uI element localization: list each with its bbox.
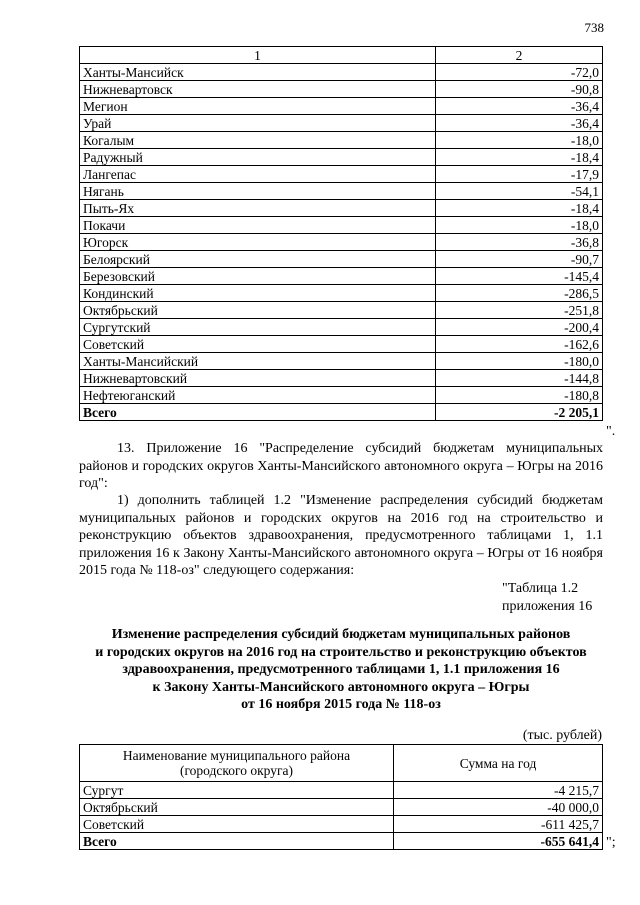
row-value: -18,4: [436, 200, 603, 217]
row-value: -36,4: [436, 115, 603, 132]
row-value: -54,1: [436, 183, 603, 200]
row-name: Покачи: [80, 217, 436, 234]
row-name: Нижневартовск: [80, 81, 436, 98]
item-1-text: 1) дополнить таблицей 1.2 "Изменение распределения субсидий бюджетам муниципальных районов и городских округов на 2016 год на строительство и реконструкцию объектов здравоохранения, предусмотренного таблицами 1, 1.1 приложения 16 к Закону Ханты-Мансийского автономного округа – Югры от 16 ноября 2015 года № 118-оз" следующего содержания:: [79, 493, 603, 578]
row-value: -17,9: [436, 166, 603, 183]
table-row: [80, 319, 603, 336]
table-row: [80, 166, 603, 183]
total-row: [80, 404, 603, 421]
total-row: [80, 833, 603, 850]
table-row: [80, 782, 603, 799]
title-line: здравоохранения, предусмотренного таблицами 1, 1.1 приложения 16: [122, 662, 560, 677]
subsidy-table-1: [79, 46, 603, 421]
row-name: Сургутский: [80, 319, 436, 336]
column-header-1: 1: [80, 47, 436, 64]
table-row: [80, 81, 603, 98]
row-name: Сургут: [80, 782, 394, 799]
row-name: Октябрьский: [80, 302, 436, 319]
table-row: [80, 234, 603, 251]
row-value: -40 000,0: [394, 799, 603, 816]
title-line: Изменение распределения субсидий бюджетам муниципальных районов: [111, 627, 571, 642]
row-name: Радужный: [80, 149, 436, 166]
subsidy-table-2: [79, 744, 603, 850]
table-row: [80, 302, 603, 319]
table-row: [80, 285, 603, 302]
row-value: -145,4: [436, 268, 603, 285]
table-title: [79, 626, 603, 714]
row-name: Урай: [80, 115, 436, 132]
header-name-line-2: (городского округа): [179, 763, 294, 778]
row-value: -36,8: [436, 234, 603, 251]
table-row: [80, 268, 603, 285]
row-name: Березовский: [80, 268, 436, 285]
row-name: Когалым: [80, 132, 436, 149]
header-name-line-1: Наименование муниципального района: [122, 748, 351, 763]
row-value: -251,8: [436, 302, 603, 319]
title-line: к Закону Ханты-Мансийского автономного округа – Югры: [152, 679, 530, 695]
row-value: -200,4: [436, 319, 603, 336]
row-name: Нефтеюганский: [80, 387, 436, 404]
caption-line-1: "Таблица 1.2: [502, 581, 579, 596]
row-value: -18,0: [436, 217, 603, 234]
table-header-row: [80, 47, 603, 64]
table-row: [80, 816, 603, 833]
row-name: Белоярский: [80, 251, 436, 268]
total-value: -2 205,1: [436, 404, 603, 421]
row-name: Советский: [80, 336, 436, 353]
row-name: Мегион: [80, 98, 436, 115]
row-value: -286,5: [436, 285, 603, 302]
column-header-2: 2: [436, 47, 603, 64]
table-row: [80, 183, 603, 200]
title-line: от 16 ноября 2015 года № 118-оз: [241, 697, 441, 712]
row-value: -180,8: [436, 387, 603, 404]
page-number: 738: [584, 20, 604, 35]
total-label: Всего: [80, 833, 394, 850]
row-name: Ханты-Мансийский: [80, 353, 436, 370]
table1-closing-quote: ".: [606, 424, 616, 439]
table-row: [80, 799, 603, 816]
row-value: -611 425,7: [394, 816, 603, 833]
row-value: -162,6: [436, 336, 603, 353]
table-row: [80, 336, 603, 353]
row-name: Югорск: [80, 234, 436, 251]
row-name: Октябрьский: [80, 799, 394, 816]
item-13-text: 13. Приложение 16 "Распределение субсидий бюджетам муниципальных районов и городских округов Ханты-Мансийского автономного округа – Югры на 2016 год":: [79, 441, 603, 491]
row-name: Пыть-Ях: [80, 200, 436, 217]
row-value: -18,0: [436, 132, 603, 149]
row-value: -144,8: [436, 370, 603, 387]
header-sum-cell: Сумма на год: [394, 745, 603, 782]
row-value: -18,4: [436, 149, 603, 166]
table-row: [80, 132, 603, 149]
row-name: Лангепас: [80, 166, 436, 183]
title-line: и городских округов на 2016 год на строительство и реконструкцию объектов: [95, 644, 587, 660]
table2-closing-quote: ";: [606, 835, 616, 850]
table-row: [80, 251, 603, 268]
table-row: [80, 98, 603, 115]
table-header-row: [80, 745, 603, 782]
row-name: Кондинский: [80, 285, 436, 302]
unit-label: (тыс. рублей): [522, 728, 602, 743]
table-row: [80, 217, 603, 234]
row-name: Нижневартовский: [80, 370, 436, 387]
header-name-cell: [80, 745, 394, 782]
row-value: -4 215,7: [394, 782, 603, 799]
table-row: [80, 115, 603, 132]
row-value: -90,8: [436, 81, 603, 98]
row-value: -90,7: [436, 251, 603, 268]
total-label: Всего: [80, 404, 436, 421]
table-row: [80, 149, 603, 166]
row-value: -36,4: [436, 98, 603, 115]
row-name: Советский: [80, 816, 394, 833]
caption-line-2: приложения 16: [502, 598, 593, 614]
total-value: -655 641,4: [394, 833, 603, 850]
table-row: [80, 370, 603, 387]
row-value: -180,0: [436, 353, 603, 370]
table-row: [80, 64, 603, 81]
table-row: [80, 387, 603, 404]
row-name: Нягань: [80, 183, 436, 200]
table-row: [80, 353, 603, 370]
table-row: [80, 200, 603, 217]
row-value: -72,0: [436, 64, 603, 81]
row-name: Ханты-Мансийск: [80, 64, 436, 81]
table-caption: [502, 580, 592, 615]
